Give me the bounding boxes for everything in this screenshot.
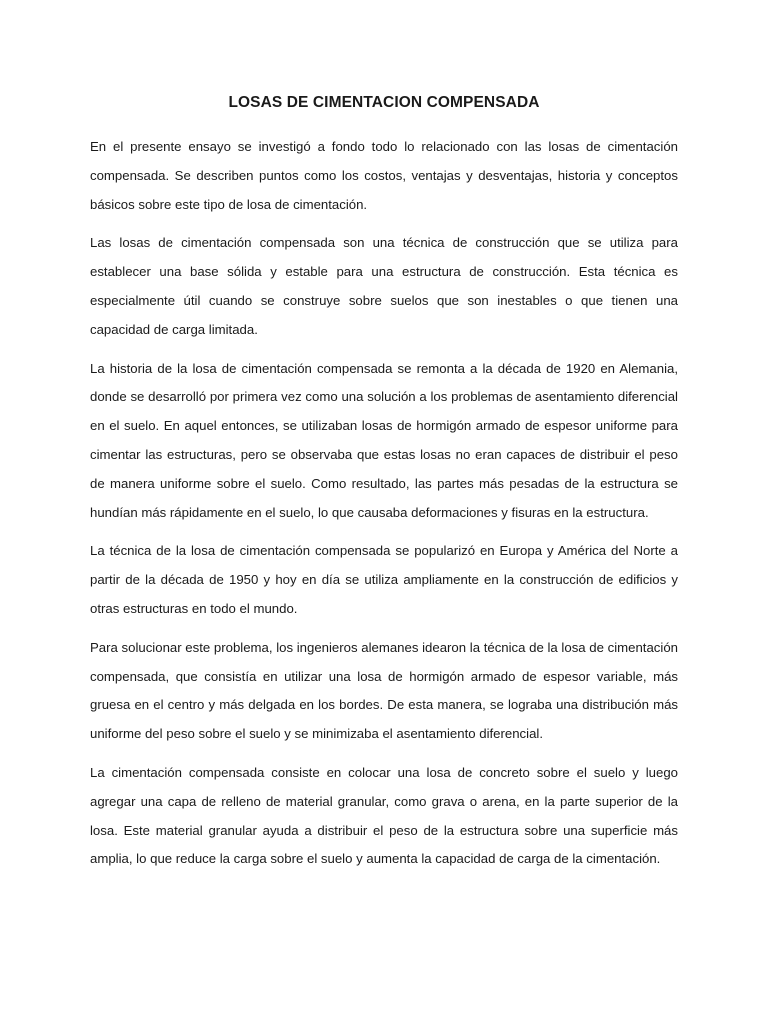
- document-page: [90, 92, 678, 884]
- paragraph-intro: En el presente ensayo se investigó a fondo todo lo relacionado con las losas de cimentación compensada. Se describen puntos como los costos, ventajas y desventajas, historia y conceptos básicos sobre este tipo de losa de cimentación.: [90, 139, 678, 212]
- paragraph-solution: Para solucionar este problema, los ingenieros alemanes idearon la técnica de la losa de cimentación compensada, que consistía en utilizar una losa de hormigón armado de espesor variable, más gruesa en el centro y más delgada en los bordes. De esta manera, se lograba una distribución más uniforme del peso sobre el suelo y se minimizaba el asentamiento diferencial.: [90, 639, 678, 742]
- paragraph-method: La cimentación compensada consiste en colocar una losa de concreto sobre el suelo y luego agregar una capa de relleno de material granular, como grava o arena, en la parte superior de la losa. Este material granular ayuda a distribuir el peso de la estructura sobre una superficie más amplia, lo que reduce la carga sobre el suelo y aumenta la capacidad de carga de la cimentación.: [90, 764, 678, 867]
- paragraph-history: La historia de la losa de cimentación compensada se remonta a la década de 1920 en Alemania, donde se desarrolló por primera vez como una solución a los problemas de asentamiento diferencial en el suelo. En aquel entonces, se utilizaban losas de hormigón armado de espesor uniforme para cimentar las estructuras, pero se observaba que estas losas no eran capaces de distribuir el peso de manera uniforme sobre el suelo. Como resultado, las partes más pesadas de la estructura se hundían más rápidamente en el suelo, lo que causaba deformaciones y fisuras en la estructura.: [90, 360, 678, 520]
- paragraph-popularization: La técnica de la losa de cimentación compensada se popularizó en Europa y América del Norte a partir de la década de 1950 y hoy en día se utiliza ampliamente en la construcción de edificios y otras estructuras en todo el mundo.: [90, 543, 678, 616]
- paragraph-definition: Las losas de cimentación compensada son una técnica de construcción que se utiliza para establecer una base sólida y estable para una estructura de construcción. Esta técnica es especialmente útil cuando se construye sobre suelos que son inestables o que tienen una capacidad de carga limitada.: [90, 235, 678, 337]
- document-title: LOSAS DE CIMENTACION COMPENSADA: [228, 94, 540, 111]
